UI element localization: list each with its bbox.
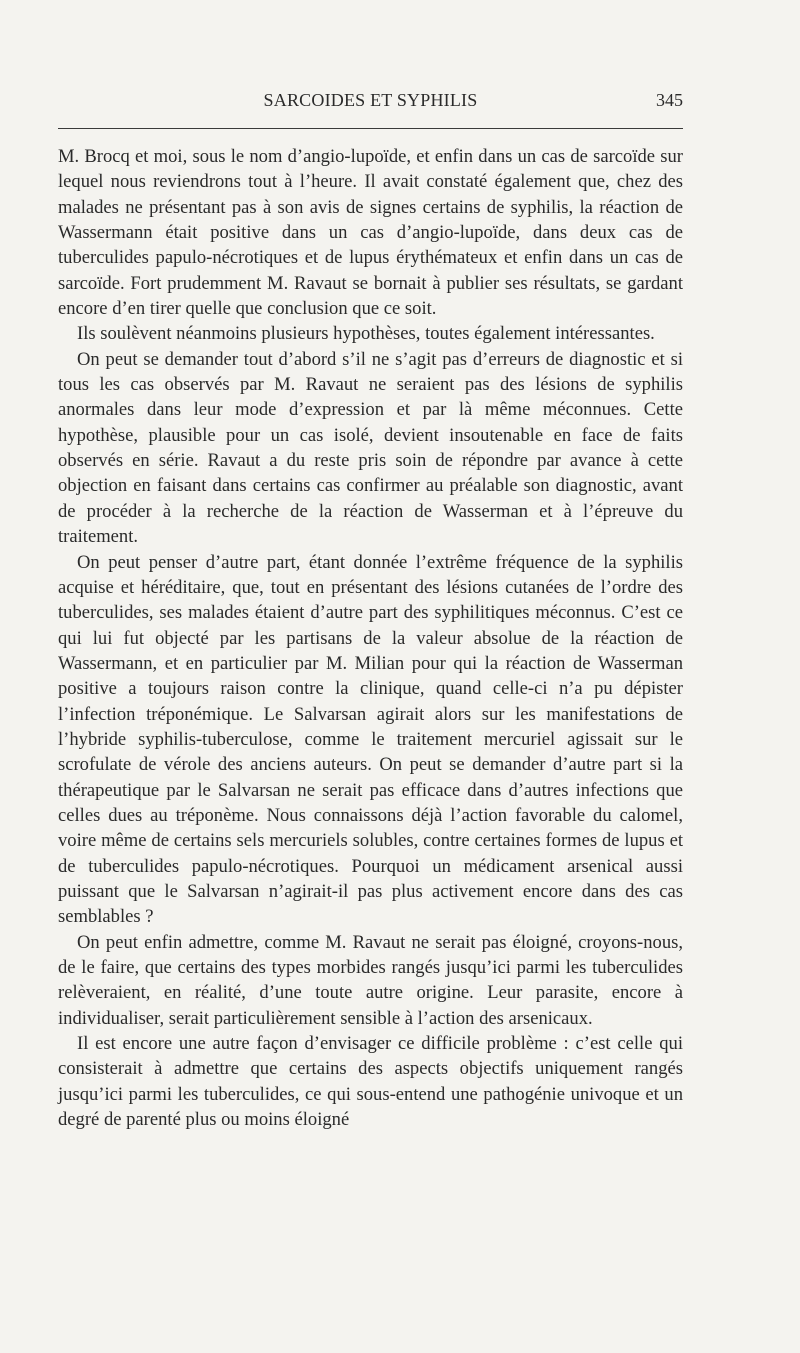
header-rule [58, 128, 683, 129]
running-header [58, 90, 683, 116]
paragraph: On peut enfin admettre, comme M. Ravaut ne serait pas éloigné, croyons-nous, de le faire, que certains des types morbides rangés jusqu’ici parmi les tuberculides relèveraient, en réalité, d’une toute autre origine. Leur parasite, encore à individualiser, serait particulièrement sensible à l’action des arsenicaux. [58, 931, 683, 1029]
paragraph-continued: M. Brocq et moi, sous le nom d’angio-lupoïde, et enfin dans un cas de sarcoïde sur lequel nous reviendrons tout à l’heure. Il avait constaté également que, chez des malades ne présentant pas à son avis de signes certains de syphilis, la réaction de Wassermann était positive dans un cas d’angio-lupoïde, dans deux cas de tuberculides papulo-nécrotiques et de lupus érythémateux et enfin dans un cas de sarcoïde. Fort prudemment M. Ravaut se bornait à publier ses résultats, se gardant encore d’en tirer quelle que conclusion que ce soit. [58, 146, 683, 320]
paragraph: Ils soulèvent néanmoins plusieurs hypothèses, toutes également intéressantes. [77, 323, 655, 345]
page-number: 345 [656, 90, 683, 110]
paragraph: On peut se demander tout d’abord s’il ne s’agit pas d’erreurs de diagnostic et si tous les cas observés par M. Ravaut ne seraient pas des lésions de syphilis anormales dans leur mode d’expression et par là même méconnues. Cette hypothèse, plausible pour un cas isolé, devient insoutenable en face de faits observés en série. Ravaut a du reste pris soin de répondre par avance à cette objection en faisant dans certains cas confirmer au préalable son diagnostic, avant de procéder à la recherche de la réaction de Wasserman et à l’épreuve du traitement. [58, 348, 683, 548]
paragraph: On peut penser d’autre part, étant donnée l’extrême fréquence de la syphilis acquise et héréditaire, que, tout en présentant des lésions cutanées de l’ordre des tuberculides, ses malades étaient d’autre part des syphilitiques méconnus. C’est ce qui lui fut objecté par les partisans de la valeur absolue de la réaction de Wassermann, et en particulier par M. Milian pour qui la réaction de Wasserman positive a toujours raison contre la clinique, quand celle-ci n’a pu dépister l’infection tréponémique. Le Salvarsan agirait alors sur les manifestations de l’hybride syphilis-tuberculose, comme le traitement mercuriel agissait sur le scrofulate de vérole des anciens auteurs. On peut se demander d’autre part si la thérapeutique par le Salvarsan ne serait pas efficace dans d’autres infections que celles dues au tréponème. Nous connaissons déjà l’action favorable du calomel, voire même de certains sels mercuriels solubles, contre certaines formes de lupus et de tuberculides papulo-nécrotiques. Pourquoi un médicament arsenical aussi puissant que le Salvarsan n’agirait-il pas plus activement encore dans des cas semblables ? [58, 551, 683, 928]
running-title: SARCOIDES ET SYPHILIS [263, 90, 478, 110]
page-body [58, 144, 683, 1132]
paragraph-last: Il est encore une autre façon d’envisager ce difficile problème : c’est celle qui consisterait à admettre que certains des aspects objectifs uniquement rangés jusqu’ici parmi les tuberculides, ce qui sous-entend une pathogénie univoque et un degré de parenté plus ou moins éloigné [58, 1033, 683, 1131]
